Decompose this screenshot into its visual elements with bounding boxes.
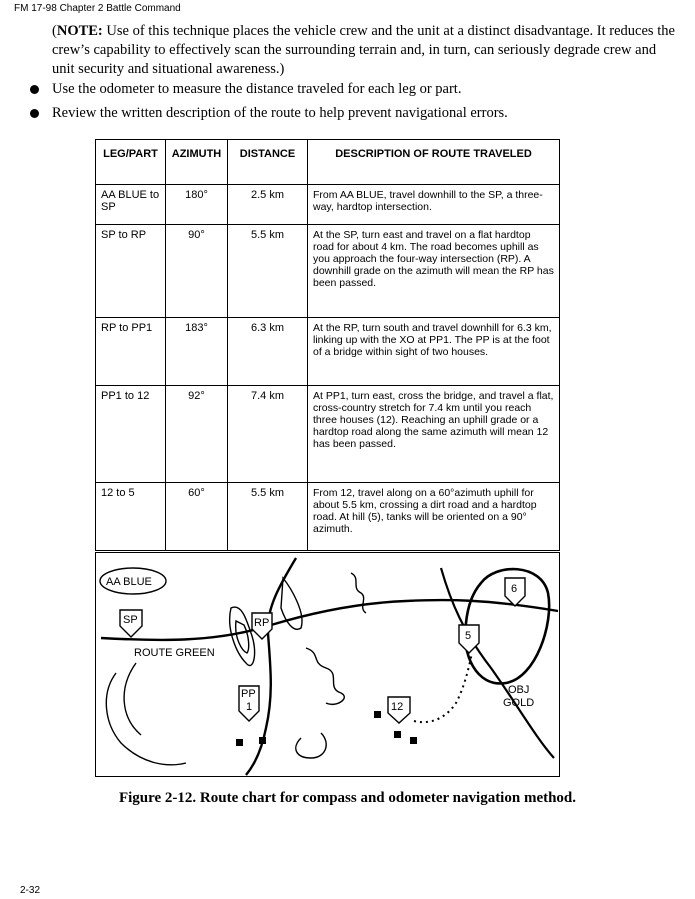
map-label-pp: PP <box>241 688 256 700</box>
hill-contour <box>230 607 255 665</box>
cell-azimuth: 183° <box>166 318 228 386</box>
cell-azimuth: 60° <box>166 483 228 551</box>
cell-leg: 12 to 5 <box>96 483 166 551</box>
cell-description: From AA BLUE, travel downhill to the SP, a three-way, hardtop intersection. <box>308 185 560 225</box>
north-south-road <box>246 558 296 775</box>
list-item <box>30 104 680 123</box>
page-number: 2-32 <box>20 885 41 896</box>
table-row <box>96 386 560 483</box>
map-label-12: 12 <box>391 701 404 713</box>
terrain-contour <box>306 648 344 704</box>
cell-azimuth: 90° <box>166 225 228 318</box>
header-azimuth: AZIMUTH <box>166 140 228 185</box>
map-label-pp-number: 1 <box>246 701 253 713</box>
map-label-5: 5 <box>465 630 472 642</box>
map-label-route-green: ROUTE GREEN <box>134 647 215 659</box>
note-text: Use of this technique places the vehicle crew and the unit at a distinct disadvantage. It reduces the crew’s capability to effectively scan the surrounding terrain and, in turn, can seriously degrade crew and unit security and situational awareness.) <box>52 23 675 77</box>
route-map-svg <box>96 553 559 776</box>
table-header-row <box>96 140 560 185</box>
bullet-text: Review the written description of the route to help prevent navigational errors. <box>52 105 508 121</box>
terrain-contour <box>106 673 186 765</box>
bullet-icon <box>30 109 39 118</box>
map-label-sp: SP <box>123 614 138 626</box>
header-leg: LEG/PART <box>96 140 166 185</box>
house-icon <box>394 731 401 738</box>
hill-contour <box>236 621 249 653</box>
bullet-list <box>30 80 680 128</box>
table-row <box>96 483 560 551</box>
house-icon <box>236 739 243 746</box>
cell-leg: AA BLUE to SP <box>96 185 166 225</box>
map-label-rp: RP <box>254 617 270 629</box>
map-label-6: 6 <box>511 583 518 595</box>
east-road <box>441 568 554 758</box>
figure-caption: Figure 2-12. Route chart for compass and odometer navigation method. <box>118 790 577 806</box>
note-label: NOTE: <box>56 23 103 39</box>
running-header: FM 17-98 Chapter 2 Battle Command <box>14 3 181 14</box>
header-distance: DISTANCE <box>228 140 308 185</box>
cell-description: At the SP, turn east and travel on a flat hardtop road for about 4 km. The road becomes uphill as you approach the four-way intersection (RP). A downhill grade on the azimuth will mean the RP has been passed. <box>308 225 560 318</box>
hardtop-road <box>101 600 558 640</box>
cell-distance: 6.3 km <box>228 318 308 386</box>
cell-distance: 7.4 km <box>228 386 308 483</box>
cell-azimuth: 92° <box>166 386 228 483</box>
house-icon <box>259 737 266 744</box>
table-row <box>96 225 560 318</box>
terrain-contour <box>124 663 141 735</box>
house-icon <box>410 737 417 744</box>
note-paragraph: (NOTE: Use of this technique places the vehicle crew and the unit at a distinct disadvantage. It reduces the crew’s capability to effectively scan the surrounding terrain and, in turn, can seriously degrade crew and unit security and situational awareness.) <box>52 23 675 77</box>
table-row <box>96 318 560 386</box>
house-icon <box>374 711 381 718</box>
terrain-contour <box>296 733 326 758</box>
cell-description: At PP1, turn east, cross the bridge, and travel a flat, cross-country stretch for 7.4 km until you reach three houses (12). Reaching an uphill grade or a hardtop road along the same azimuth will mean 12 has been passed. <box>308 386 560 483</box>
map-label-aa-blue: AA BLUE <box>106 576 152 588</box>
cell-azimuth: 180° <box>166 185 228 225</box>
map-label-gold: GOLD <box>503 697 535 709</box>
route-table <box>95 139 560 551</box>
route-dotted-line <box>414 653 472 722</box>
cell-leg: SP to RP <box>96 225 166 318</box>
cell-leg: RP to PP1 <box>96 318 166 386</box>
table-row <box>96 185 560 225</box>
cell-leg: PP1 to 12 <box>96 386 166 483</box>
bullet-icon <box>30 85 39 94</box>
map-label-obj: OBJ <box>508 684 530 696</box>
cell-distance: 5.5 km <box>228 225 308 318</box>
bullet-text: Use the odometer to measure the distance traveled for each leg or part. <box>52 81 462 97</box>
route-sketch-map <box>95 552 560 777</box>
cell-description: From 12, travel along on a 60°azimuth uphill for about 5.5 km, crossing a dirt road and a hardtop road. At hill (5), tanks will be oriented on a 90° azimuth. <box>308 483 560 551</box>
header-description: DESCRIPTION OF ROUTE TRAVELED <box>308 140 560 185</box>
list-item <box>30 80 680 99</box>
cell-distance: 5.5 km <box>228 483 308 551</box>
cell-description: At the RP, turn south and travel downhill for 6.3 km, linking up with the XO at PP1. The PP is at the foot of a bridge within sight of two houses. <box>308 318 560 386</box>
cell-distance: 2.5 km <box>228 185 308 225</box>
